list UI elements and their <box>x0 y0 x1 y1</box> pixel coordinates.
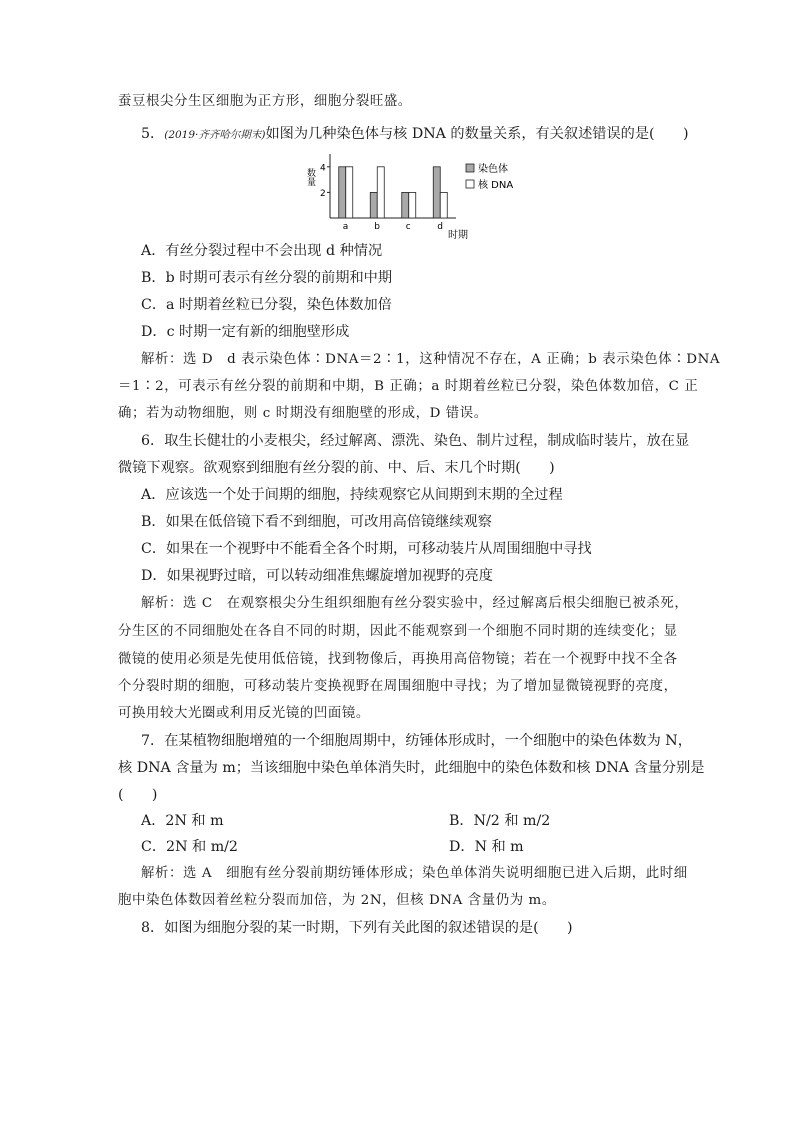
intro-sentence: 蚕豆根尖分生区细胞为正方形，细胞分裂旺盛。 <box>118 94 412 109</box>
legend-label-dna: 核 DNA <box>478 180 514 191</box>
question-7-stem-line-3: ( ) <box>118 787 158 803</box>
chart-ylabel: 数量 <box>305 168 315 186</box>
chart-plot-area <box>320 154 456 232</box>
legend-label-chromosome: 染色体 <box>478 164 508 175</box>
x-tick-label-b: b <box>374 222 380 232</box>
question-7-option-a: A．2N 和 m <box>141 813 224 829</box>
question-6-explanation-line-2: 分生区的不同细胞处在各自不同的时期，因此不能观察到一个细胞不同时期的连续变化；显 <box>118 624 678 639</box>
question-7-stem-line-2: 核 DNA 含量为 m；当该细胞中染色单体消失时，此细胞中的染色体数和核 DNA 含量分别是 <box>118 760 705 776</box>
question-5-text: 如图为几种染色体与核 DNA 的数量关系，有关叙述错误的是( ) <box>265 126 689 142</box>
question-5-explanation-line-3: 确；若为动物细胞，则 c 时期没有细胞壁的形成，D 错误。 <box>118 406 488 421</box>
bar-a-series-0 <box>339 167 346 218</box>
question-7-explanation-line-2: 胞中染色体数因着丝粒分裂而加倍，为 2N，但核 DNA 含量仍为 m。 <box>118 893 556 908</box>
bar-b-series-0 <box>370 192 377 218</box>
question-6-stem-line-2: 微镜下观察。欲观察到细胞有丝分裂的前、中、后、末几个时期( ) <box>118 460 555 476</box>
question-7-stem-line-1: 7．在某植物细胞增殖的一个细胞周期中，纺锤体形成时，一个细胞中的染色体数为 N， <box>141 733 692 749</box>
question-6-explanation-line-3: 微镜的使用必须是先使用低倍镜，找到物像后，再换用高倍物镜；若在一个视野中找不全各 <box>118 652 678 667</box>
legend-swatch-chromosome <box>466 164 474 172</box>
bar-c-series-0 <box>402 192 409 218</box>
question-5-stem <box>141 124 689 145</box>
question-6-explanation-line-4: 个分裂时期的细胞，可移动装片变换视野在周围细胞中寻找；为了增加显微镜视野的亮度， <box>118 679 678 694</box>
bar-a-series-1 <box>346 167 353 218</box>
question-6-explanation-line-1: 解析：选 C 在观察根尖分生组织细胞有丝分裂实验中，经过解离后根尖细胞已被杀死， <box>141 596 689 611</box>
question-6-stem-line-1: 6．取生长健壮的小麦根尖，经过解离、漂洗、染色、制片过程，制成临时装片，放在显 <box>141 433 690 449</box>
question-7-option-c: C．2N 和 m/2 <box>141 839 238 855</box>
y-tick-label-4: 4 <box>320 163 326 174</box>
question-5-option-a: A．有丝分裂过程中不会出现 d 种情况 <box>141 243 383 259</box>
x-tick-label-d: d <box>437 222 443 232</box>
question-5-source: (2019·齐齐哈尔期末) <box>164 129 266 141</box>
question-7-option-d: D．N 和 m <box>449 839 524 855</box>
question-5-option-c: C．a 时期着丝粒已分裂，染色体数加倍 <box>141 297 392 313</box>
legend-swatch-dna <box>466 180 474 188</box>
question-6-option-d: D．如果视野过暗，可以转动细准焦螺旋增加视野的亮度 <box>141 568 493 584</box>
bar-c-series-1 <box>409 192 416 218</box>
chart-xlabel: 时期 <box>448 230 468 240</box>
question-7-explanation-line-1: 解析：选 A 细胞有丝分裂前期纺锤体形成；染色单体消失说明细胞已进入后期，此时细 <box>141 866 688 881</box>
y-tick-label-2: 2 <box>320 188 326 199</box>
question-6-explanation-line-5: 可换用较大光圈或利用反光镜的凹面镜。 <box>118 706 370 721</box>
x-tick-label-a: a <box>342 222 349 232</box>
question-6-option-a: A．应该选一个处于间期的细胞，持续观察它从间期到末期的全过程 <box>141 487 563 503</box>
question-8-stem: 8．如图为细胞分裂的某一时期，下列有关此图的叙述错误的是( ) <box>141 920 573 936</box>
question-6-option-b: B．如果在低倍镜下看不到细胞，可改用高倍镜继续观察 <box>141 514 492 530</box>
question-5-option-b: B．b 时期可表示有丝分裂的前期和中期 <box>141 270 393 286</box>
question-5-option-d: D．c 时期一定有新的细胞壁形成 <box>141 324 350 340</box>
bar-d-series-1 <box>440 192 447 218</box>
x-tick-label-c: c <box>405 222 411 232</box>
question-5-explanation-line-2: ＝1∶2，可表示有丝分裂的前期和中期，B 正确；a 时期着丝粒已分裂，染色体数加倍，C 正 <box>118 379 699 394</box>
bar-d-series-0 <box>433 167 440 218</box>
question-5-explanation-line-1: 解析：选 D d 表示染色体∶DNA＝2∶1，这种情况不存在，A 正确；b 表示染色体∶DNA <box>141 352 721 367</box>
chromosome-dna-bar-chart <box>300 150 540 240</box>
bar-b-series-1 <box>377 167 384 218</box>
question-5-number: 5． <box>141 126 165 142</box>
question-7-option-b: B．N/2 和 m/2 <box>449 813 551 829</box>
question-6-option-c: C．如果在一个视野中不能看全各个时期，可移动装片从周围细胞中寻找 <box>141 541 592 557</box>
